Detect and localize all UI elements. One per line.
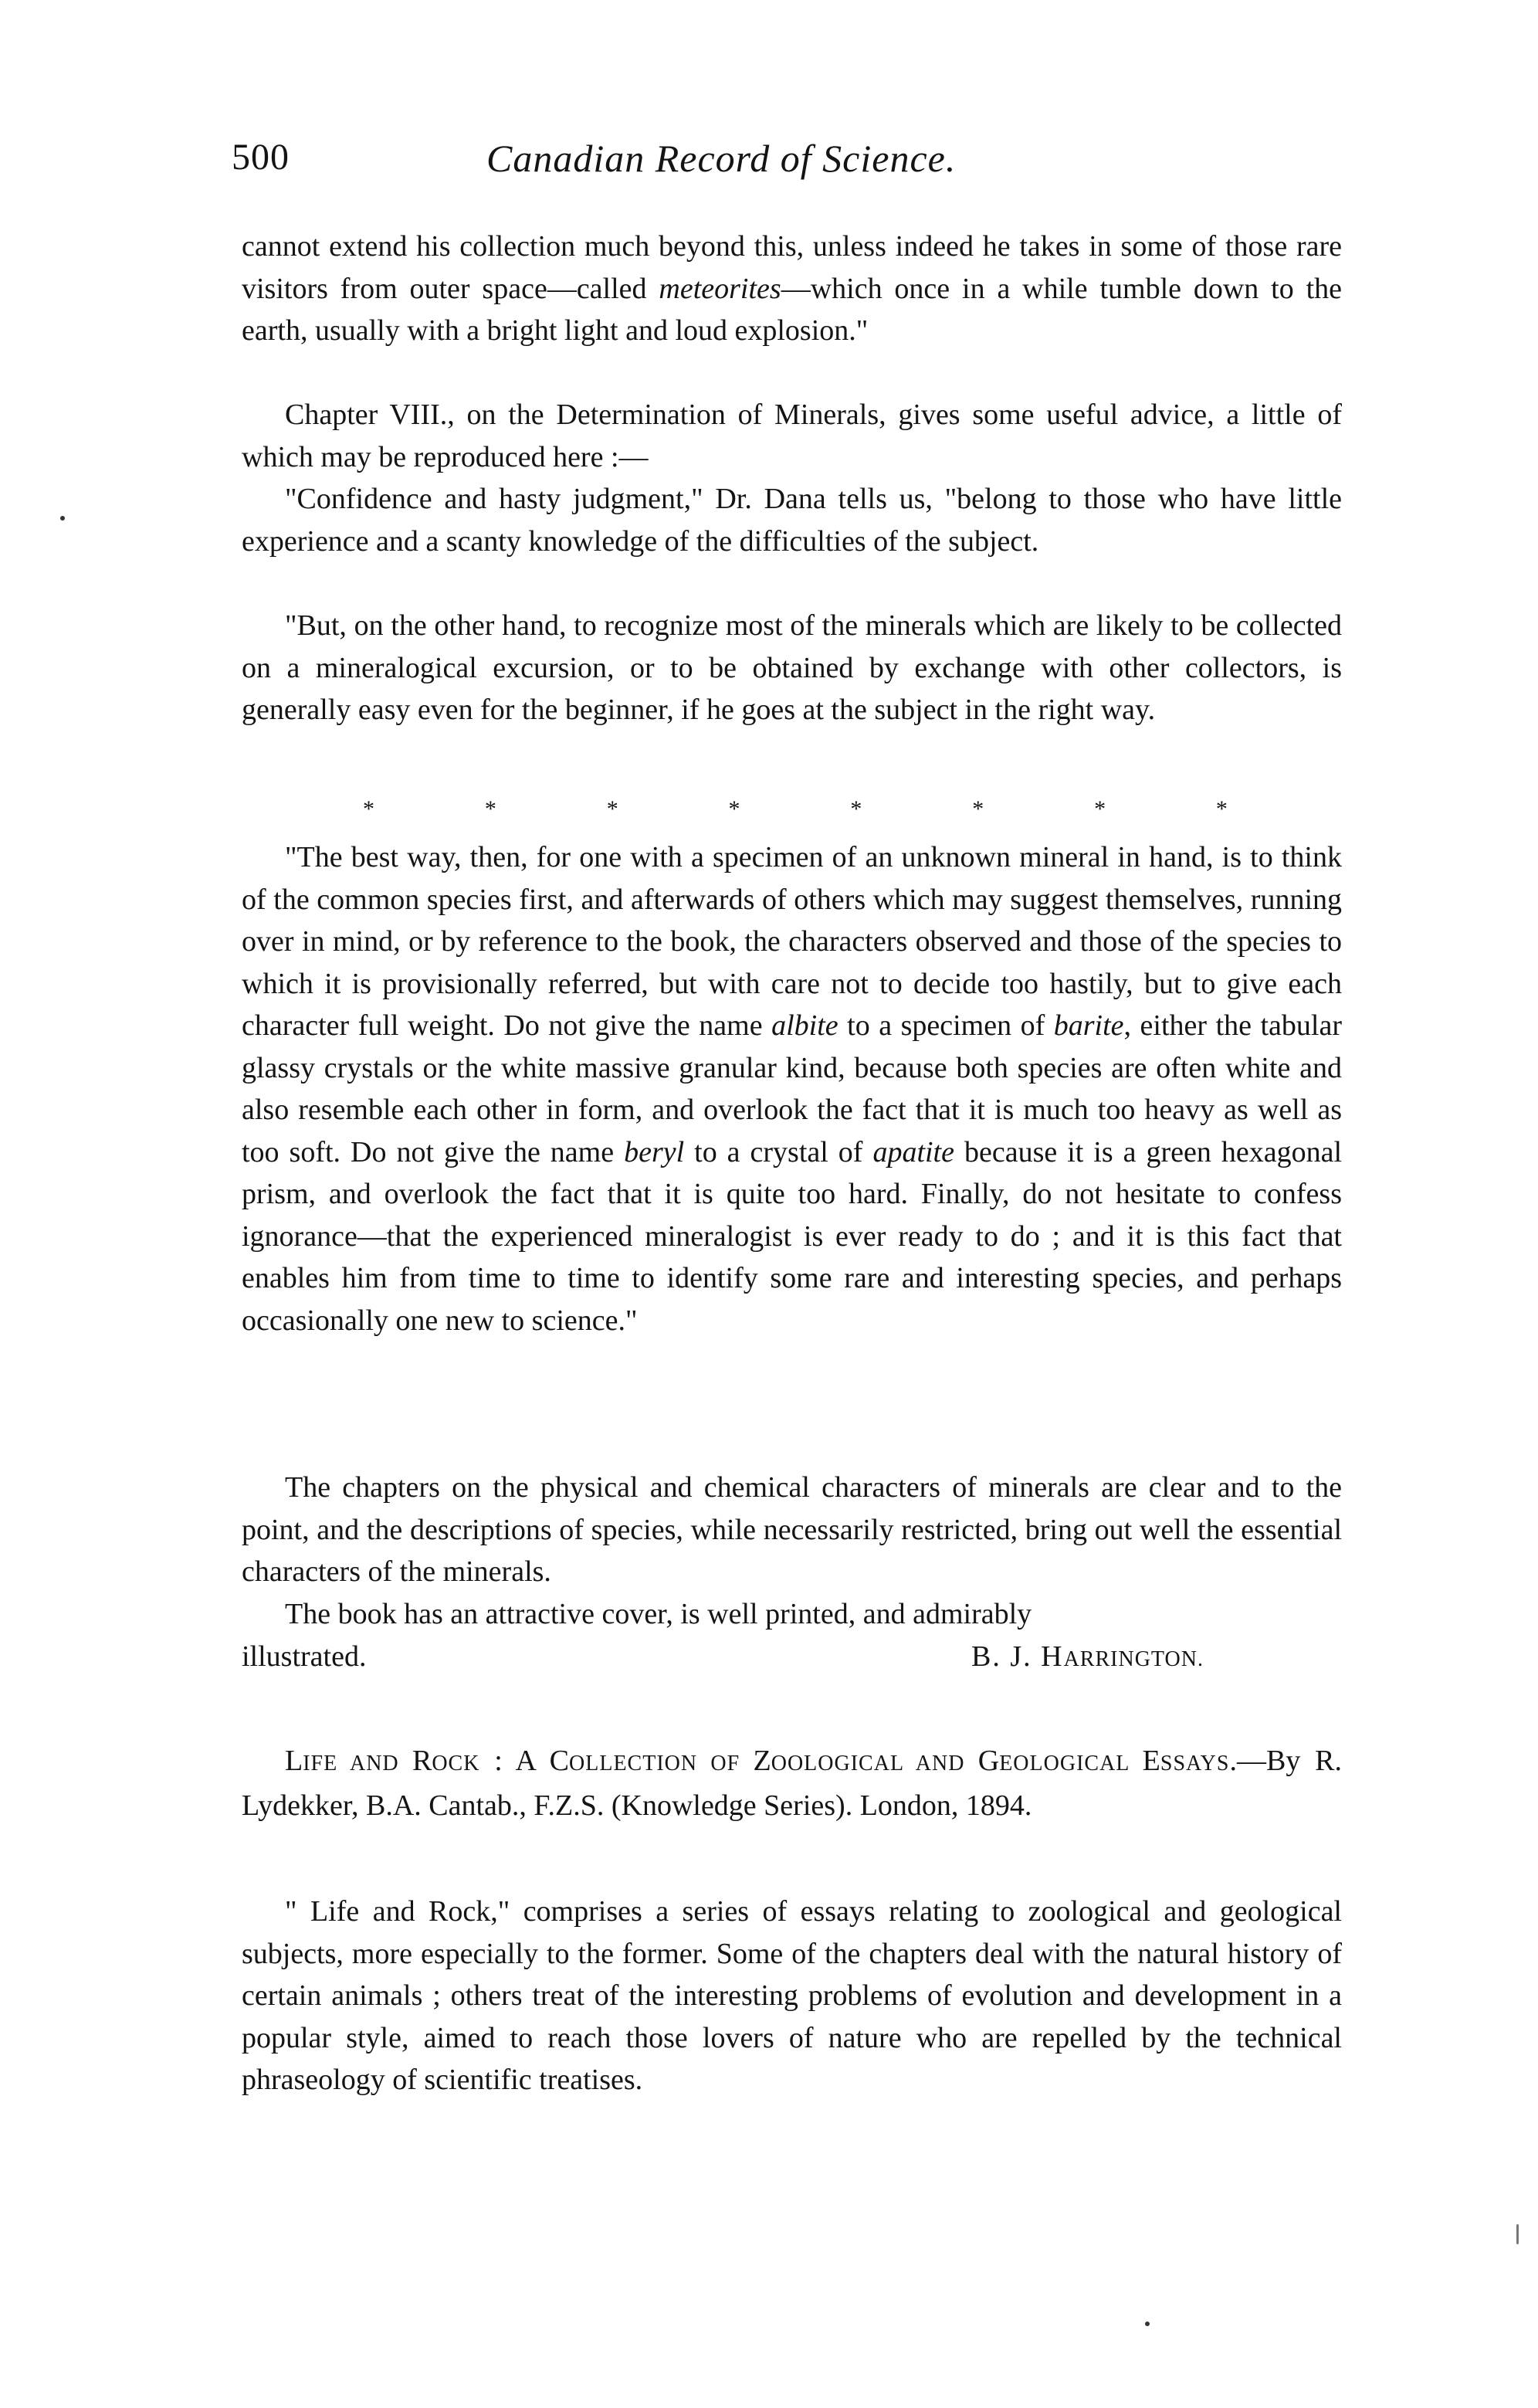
paragraph-life-and-rock: " Life and Rock," comprises a series of essays relating to zoological and geological subjects, more especially to the former. Some of the chapters deal with the natural history of certain animals ; others treat of the interesting problems of evolution and development in a popular style, aimed to reach those lovers of nature who are repelled by the technical phraseology of scientific treatises. <box>242 1895 1342 2096</box>
reviewer-signature <box>971 1636 1204 1681</box>
signature-surname-rest: ARRINGTON. <box>1063 1647 1204 1671</box>
signature-lead: illustrated. <box>242 1640 367 1673</box>
paragraph-best-way <box>242 836 1342 1341</box>
paragraph-confidence-quote: "Confidence and hasty judgment," Dr. Dana tells us, "belong to those who have little experience and a scanty knowledge of the difficulties of the subject. <box>242 483 1342 558</box>
paragraph-chapter-viii: Chapter VIII., on the Determination of Minerals, gives some useful advice, a little of which may be reproduced here :— <box>242 399 1342 473</box>
italic-albite: albite <box>771 1009 838 1042</box>
heading-g: G <box>977 1745 1000 1777</box>
page-number: 500 <box>232 137 290 178</box>
heading-l: L <box>285 1745 303 1777</box>
heading-ock: OCK <box>432 1752 480 1775</box>
heading-eological: EOLOGICAL <box>999 1752 1143 1775</box>
heading-author-publication: .—By R. Lydekker, B.A. Cantab., F.Z.S. (Knowledge Series). London, 1894. <box>242 1745 1342 1822</box>
signature-initials: B. J. H <box>971 1640 1064 1673</box>
ellipsis-stars <box>363 794 1228 825</box>
best-way-text-b: to a specimen of <box>838 1009 1054 1042</box>
best-way-text-e: because it is a green hexagonal prism, and overlook the fact that it is quite too hard. Finally, do not hesitate to confess ignorance—that the experienced mineralogist is ever ready to do ; and it is this fact that enables him from time to time to identify some rare and interesting species, and perhaps occasionally one new to science." <box>242 1135 1342 1337</box>
review-heading <box>242 1740 1342 1827</box>
heading-ssays: SSAYS <box>1160 1752 1230 1775</box>
best-way-text-d: to a crystal of <box>684 1135 873 1168</box>
heading-z: Z <box>753 1745 771 1777</box>
heading-a-c: A C <box>515 1745 570 1777</box>
paragraph-meteorites-text-b: —which once in a while tumble down to the earth, usually with a bright light and loud explosion." <box>242 272 1342 347</box>
paragraph-attractive-cover: The book has an attractive cover, is well printed, and admirably <box>285 1598 1032 1630</box>
paragraph-chapters-physical: The chapters on the physical and chemical characters of minerals are clear and to the point, and the descriptions of species, while necessarily restricted, bring out well the essential characters of the minerals. <box>242 1471 1342 1588</box>
heading-e: E <box>1142 1745 1160 1777</box>
scan-speck <box>1145 2322 1150 2326</box>
heading-ife-and: IFE AND <box>303 1752 412 1775</box>
star-8: * <box>1215 796 1228 822</box>
paragraph-meteorites-text-a: cannot extend his collection much beyond this, unless indeed he takes in some of those rare visitors from outer space—called <box>242 230 1342 305</box>
scan-speck <box>60 516 65 521</box>
italic-barite: barite <box>1053 1009 1124 1042</box>
signature-line <box>242 1636 1342 1677</box>
paragraph-meteorites <box>242 226 1342 352</box>
scan-speck <box>1516 2224 1519 2244</box>
best-way-text-a: "The best way, then, for one with a specimen of an unknown mineral in hand, is to think of the common species first, and afterwards of others which may suggest themselves, running over in mind, or by reference to the book, the characters observed and those of the species to which it is provisionally referred, but with care not to decide too hastily, but to give each character full weight. Do not give the name <box>242 841 1342 1042</box>
page-header <box>232 136 1336 198</box>
running-title: Canadian Record of Science. <box>486 137 957 180</box>
star-5: * <box>850 796 862 822</box>
best-way-text-c: , either the tabular glassy crystals or the white massive granular kind, because both species are often white and also resemble each other in form, and overlook the fact that it is much too heavy as well as too soft. Do not give the name <box>242 1009 1342 1168</box>
star-4: * <box>728 796 740 822</box>
heading-oological-and: OOLOGICAL AND <box>771 1752 978 1775</box>
italic-apatite: apatite <box>872 1135 954 1168</box>
heading-r: R <box>412 1745 432 1777</box>
star-2: * <box>484 796 496 822</box>
star-3: * <box>606 796 618 822</box>
heading-separator: : <box>479 1745 516 1777</box>
italic-beryl: beryl <box>624 1135 685 1168</box>
heading-ollection-of: OLLECTION OF <box>569 1752 754 1775</box>
star-1: * <box>363 796 374 822</box>
star-6: * <box>972 796 984 822</box>
paragraph-recognize-minerals: "But, on the other hand, to recognize most of the minerals which are likely to be collected on a mineralogical excursion, or to be obtained by exchange with other collectors, is generally easy even for the beginner, if he goes at the subject in the right way. <box>242 609 1342 726</box>
star-7: * <box>1094 796 1106 822</box>
italic-meteorites: meteorites <box>659 272 781 305</box>
